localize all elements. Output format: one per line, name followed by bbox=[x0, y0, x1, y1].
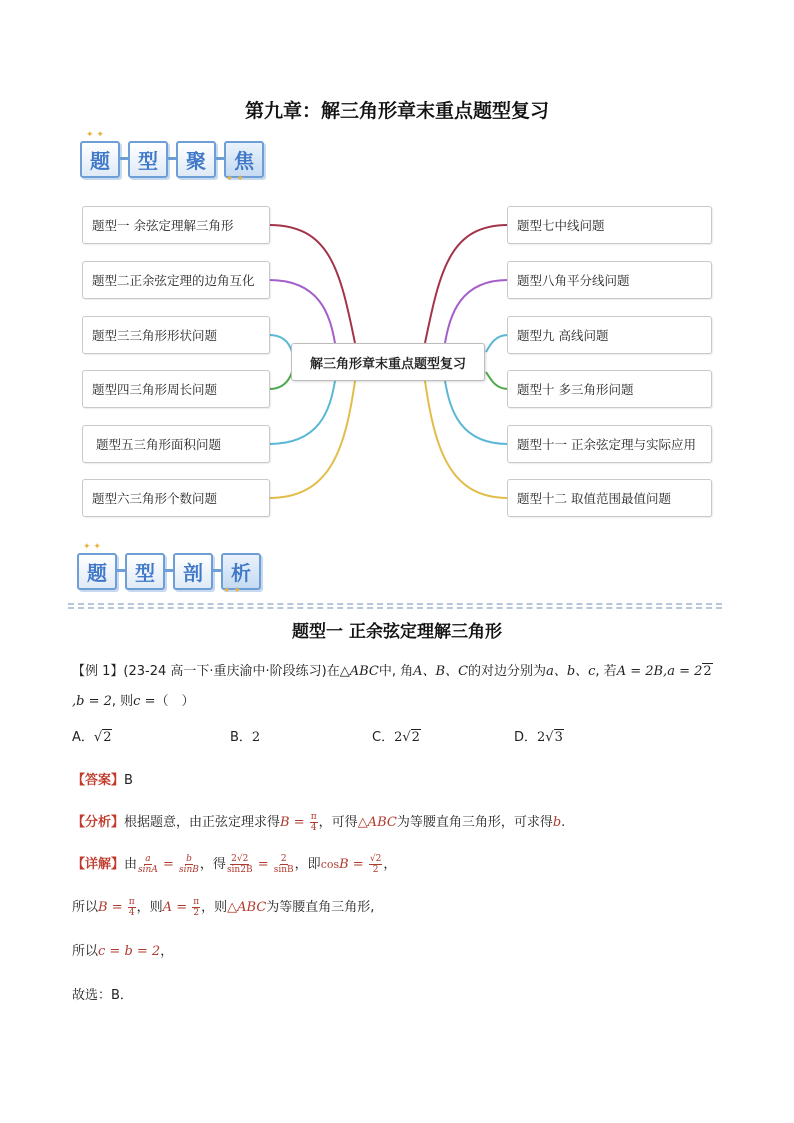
banner-tile: 题 bbox=[80, 141, 120, 178]
topic-box-left: 题型二正余弦定理的边角互化 bbox=[82, 261, 270, 299]
math: △ABC bbox=[339, 664, 379, 679]
math: A = bbox=[162, 900, 192, 915]
math: △ABC bbox=[357, 815, 397, 830]
fraction: $\frac{a}{\sin A}$ bbox=[138, 854, 158, 875]
text: , 若 bbox=[595, 664, 617, 679]
page-title: 第九章：解三角形章末重点题型复习 bbox=[244, 100, 549, 122]
sparkle-icon: ✦ ✦ bbox=[86, 130, 104, 140]
topic-box-left: 题型一 余弦定理解三角形 bbox=[82, 206, 270, 244]
math: c = bbox=[133, 694, 156, 709]
fraction: $\frac{b}{\sin B}$ bbox=[179, 854, 199, 875]
analysis-line bbox=[72, 811, 565, 833]
text: 在 bbox=[326, 664, 340, 679]
fraction: $\frac{2√2}{\sin 2B}$ bbox=[226, 854, 253, 875]
text: ，可得 bbox=[318, 815, 358, 830]
text: 所以 bbox=[72, 944, 99, 959]
detail-line-4 bbox=[72, 984, 133, 1003]
fraction: $\frac{√2}{2}$ bbox=[369, 854, 382, 875]
detail-line-3 bbox=[72, 940, 173, 959]
connector-left-4 bbox=[269, 372, 292, 389]
connector-left-6 bbox=[269, 381, 355, 498]
connector-left-5 bbox=[269, 381, 335, 444]
banner-connector bbox=[117, 569, 125, 572]
section-title: 题型一 正余弦定理解三角形 bbox=[292, 622, 502, 642]
banner-tile: 聚 bbox=[176, 141, 216, 178]
topic-box-left: 题型三三角形形状问题 bbox=[82, 316, 270, 354]
text: 为等腰直角三角形，可求得 bbox=[396, 815, 553, 830]
math: c = b = 2 bbox=[98, 944, 161, 959]
mindmap-center: 解三角形章末重点题型复习 bbox=[291, 343, 485, 381]
math: a、b、c bbox=[546, 664, 596, 679]
connector-right-6 bbox=[425, 381, 508, 498]
sparkle-icon: ✦ ✦ bbox=[83, 542, 101, 552]
topic-box-right: 题型九 高线问题 bbox=[507, 316, 712, 354]
detail-label: 【详解】 bbox=[72, 857, 125, 872]
analysis-label: 【分析】 bbox=[72, 815, 125, 830]
banner-connector bbox=[213, 569, 221, 572]
fraction: $\frac{\pi}{2}$ bbox=[193, 897, 200, 918]
topic-box-right: 题型十二 取值范围最值问题 bbox=[507, 479, 712, 517]
option-label: C． bbox=[372, 730, 395, 745]
banner-tile: 型 bbox=[125, 553, 165, 590]
answer-label: 【答案】 bbox=[72, 773, 125, 788]
option-a[interactable]: A．√2 bbox=[72, 730, 112, 745]
detail-line-2 bbox=[72, 896, 374, 918]
math: A、B、C bbox=[413, 664, 469, 679]
topic-box-right: 题型十一 正余弦定理与实际应用 bbox=[507, 425, 712, 463]
option-label: B． bbox=[230, 730, 252, 745]
divider bbox=[68, 603, 722, 605]
topic-box-right: 题型八角平分线问题 bbox=[507, 261, 712, 299]
text: ， bbox=[160, 944, 174, 959]
topic-box-left: 题型六三角形个数问题 bbox=[82, 479, 270, 517]
connector-right-3 bbox=[486, 335, 508, 352]
option-value: 2 bbox=[251, 730, 261, 745]
connector-right-2 bbox=[445, 280, 508, 343]
text: （ ） bbox=[155, 694, 195, 709]
math: A = 2B,a = 2 bbox=[616, 664, 703, 679]
sparkle-icon: ✦ ✦ bbox=[223, 586, 241, 596]
banner-tile: 题 bbox=[77, 553, 117, 590]
math: △ABC bbox=[227, 900, 267, 915]
topic-box-right: 题型七中线问题 bbox=[507, 206, 712, 244]
math: = bbox=[158, 857, 178, 872]
option-value: 2 bbox=[537, 730, 546, 745]
text: 为等腰直角三角形, bbox=[266, 900, 375, 915]
text: ，即 bbox=[294, 857, 321, 872]
text: ，则 bbox=[136, 900, 163, 915]
math: B = bbox=[339, 857, 368, 872]
option-label: A． bbox=[72, 730, 94, 745]
math: ,b = 2 bbox=[72, 694, 112, 709]
banner-tile: 型 bbox=[128, 141, 168, 178]
text: 故选：B． bbox=[72, 988, 133, 1003]
topic-box-left: 题型四三角形周长问题 bbox=[82, 370, 270, 408]
banner-tile: 剖 bbox=[173, 553, 213, 590]
math: B = bbox=[98, 900, 127, 915]
fraction: $\frac{2}{\sin B}$ bbox=[273, 854, 294, 875]
option-d[interactable]: D．2√3 bbox=[514, 730, 563, 745]
text: 的对边分别为 bbox=[468, 664, 547, 679]
option-label: D． bbox=[514, 730, 538, 745]
banner-tile: 焦 bbox=[224, 141, 264, 178]
divider bbox=[68, 607, 722, 609]
text: , 则 bbox=[111, 694, 134, 709]
text: 中, 角 bbox=[378, 664, 414, 679]
connector-left-1 bbox=[269, 225, 355, 343]
option-b[interactable] bbox=[230, 726, 260, 745]
option-value: 2 bbox=[394, 730, 403, 745]
example-label: 【例 1】 bbox=[72, 664, 124, 679]
banner-analysis bbox=[73, 542, 273, 596]
text: 所以 bbox=[72, 900, 99, 915]
option-radicand: 2 bbox=[411, 730, 420, 745]
answer-value: B bbox=[124, 773, 133, 788]
option-radicand: 2 bbox=[103, 730, 112, 745]
math: = bbox=[253, 857, 273, 872]
example-line-1 bbox=[72, 660, 713, 679]
option-radicand: 3 bbox=[554, 730, 563, 745]
answer-line bbox=[72, 769, 133, 788]
text: ，得 bbox=[199, 857, 226, 872]
connector-left-3 bbox=[269, 335, 292, 352]
text: 由 bbox=[124, 857, 138, 872]
banner-connector bbox=[165, 569, 173, 572]
fraction: $\frac{\pi}{4}$ bbox=[310, 812, 317, 833]
math: b bbox=[552, 815, 562, 830]
fraction: $\frac{\pi}{4}$ bbox=[128, 897, 135, 918]
connector-right-5 bbox=[445, 381, 508, 444]
text: . bbox=[561, 815, 566, 830]
option-c[interactable]: C．2√2 bbox=[372, 730, 420, 745]
banner-tile: 析 bbox=[221, 553, 261, 590]
text: ， bbox=[383, 857, 397, 872]
detail-line-1 bbox=[72, 853, 396, 875]
topic-box-left: 题型五三角形面积问题 bbox=[82, 425, 270, 463]
math: cos bbox=[320, 858, 340, 871]
math: B = bbox=[280, 815, 309, 830]
example-line-2 bbox=[72, 690, 194, 709]
connector-right-4 bbox=[486, 372, 508, 389]
example-source: (23-24 高一下·重庆渝中·阶段练习) bbox=[123, 664, 327, 679]
text: ，则 bbox=[201, 900, 228, 915]
sparkle-icon: ✦ ✦ bbox=[226, 174, 244, 184]
connector-left-2 bbox=[269, 280, 335, 343]
topic-box-right: 题型十 多三角形问题 bbox=[507, 370, 712, 408]
math-sqrt: 2 bbox=[703, 664, 712, 679]
text: 根据题意，由正弦定理求得 bbox=[124, 815, 281, 830]
connector-right-1 bbox=[425, 225, 508, 343]
